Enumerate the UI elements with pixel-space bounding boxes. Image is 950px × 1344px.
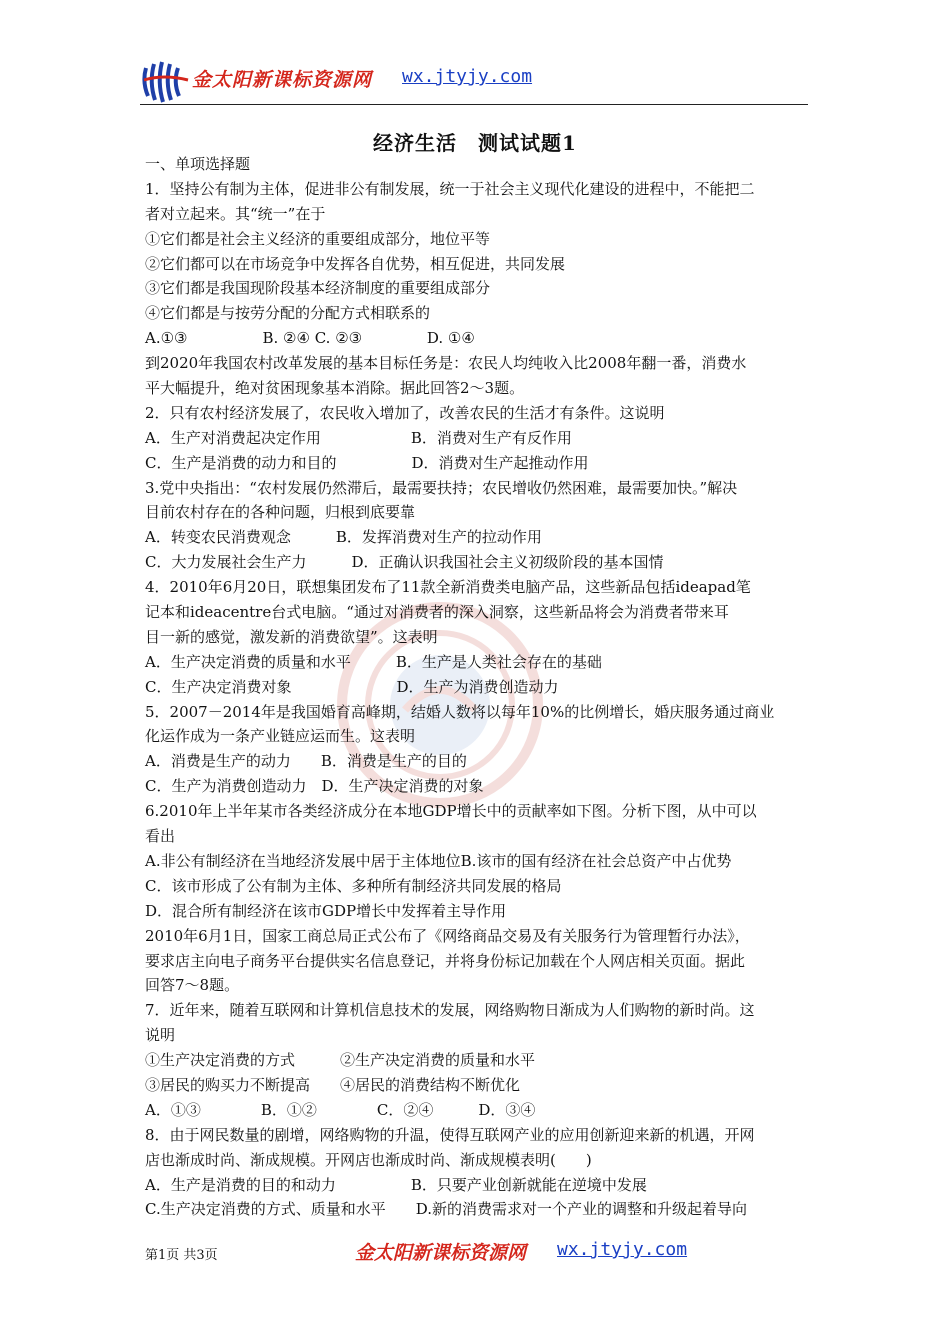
answer-options: A．消费是生产的动力 B．消费是生产的目的: [145, 752, 467, 771]
text-line: ③居民的购买力不断提高 ④居民的消费结构不断优化: [145, 1075, 521, 1094]
answer-options: A．转变农民消费观念 B．发挥消费对生产的拉动作用: [145, 528, 542, 547]
answer-options: C．大力发展社会生产力 D．正确认识我国社会主义初级阶段的基本国情: [145, 553, 664, 572]
question-body: [145, 152, 813, 1222]
answer-options: A．生产决定消费的质量和水平 B．生产是人类社会存在的基础: [145, 652, 602, 671]
answer-options: A．生产是消费的目的和动力 B．只要产业创新就能在逆境中发展: [145, 1175, 647, 1194]
answer-options: A．①③ B．①② C．②④ D．③④: [145, 1100, 536, 1119]
text-line: ①它们都是社会主义经济的重要组成部分，地位平等: [145, 229, 491, 248]
text-line: 看出: [145, 827, 176, 846]
text-line: 化运作成为一条产业链应运而生。这表明: [145, 727, 416, 746]
text-line: 2010年6月1日，国家工商总局正式公布了《网络商品交易及有关服务行为管理暂行办法》，: [145, 926, 750, 945]
text-line: 者对立起来。其“统一”在于: [145, 204, 326, 223]
text-line: 到2020年我国农村改革发展的基本目标任务是：农民人均纯收入比2008年翻一番，消费水: [145, 354, 747, 373]
page-title: 经济生活 测试试题1: [373, 131, 577, 155]
text-line: 4．2010年6月20日，联想集团发布了11款全新消费类电脑产品，这些新品包括ideapad笔: [145, 578, 751, 597]
answer-options: D．混合所有制经济在该市GDP增长中发挥着主导作用: [145, 901, 507, 920]
text-line: 说明: [145, 1026, 176, 1045]
text-line: 1．坚持公有制为主体，促进非公有制发展，统一于社会主义现代化建设的进程中，不能把二: [145, 179, 755, 198]
text-line: ①生产决定消费的方式 ②生产决定消费的质量和水平: [145, 1051, 536, 1070]
text-line: 7．近年来，随着互联网和计算机信息技术的发展，网络购物日渐成为人们购物的新时尚。这: [145, 1001, 755, 1020]
answer-options: C．生产决定消费对象 D．生产为消费创造动力: [145, 677, 559, 696]
page-footer: [145, 1236, 813, 1266]
footer-brand: 金太阳新课标资源网: [355, 1242, 527, 1264]
answer-options: A.非公有制经济在当地经济发展中居于主体地位B.该市的国有经济在社会总资产中占优势: [145, 851, 732, 870]
header-divider: [140, 104, 808, 105]
header-site-link[interactable]: wx.jtyjy.com: [402, 66, 533, 87]
text-line: 5．2007－2014年是我国婚育高峰期，结婚人数将以每年10%的比例增长，婚庆服务通过商业: [145, 702, 775, 721]
answer-options: A．生产对消费起决定作用 B．消费对生产有反作用: [145, 428, 572, 447]
answer-options: C．生产是消费的动力和目的 D．消费对生产起推动作用: [145, 453, 589, 472]
text-line: 6.2010年上半年某市各类经济成分在本地GDP增长中的贡献率如下图。分析下图，从中可以: [145, 802, 757, 821]
text-line: 记本和ideacentre台式电脑。“通过对消费者的深入洞察，这些新品将会为消费者带来耳: [145, 603, 729, 622]
text-line: ④它们都是与按劳分配的分配方式相联系的: [145, 304, 431, 323]
text-line: 8．由于网民数量的剧增，网络购物的升温，使得互联网产业的应用创新迎来新的机遇，开网: [145, 1125, 755, 1144]
text-line: 目一新的感觉，激发新的消费欲望”。这表明: [145, 627, 438, 646]
text-line: 平大幅提升，绝对贫困现象基本消除。据此回答2～3题。: [145, 379, 525, 398]
text-line: 回答7～8题。: [145, 976, 240, 995]
text-line: ③它们都是我国现阶段基本经济制度的重要组成部分: [145, 279, 491, 298]
answer-options: A.①③ B. ②④ C. ②③ D. ①④: [145, 329, 475, 348]
header-brand: 金太阳新课标资源网: [192, 69, 373, 91]
answer-options: C．生产为消费创造动力 D．生产决定消费的对象: [145, 777, 484, 796]
text-line: 目前农村存在的各种问题，归根到底要靠: [145, 503, 416, 522]
page-header: [140, 58, 808, 104]
text-line: 2．只有农村经济发展了，农民收入增加了，改善农民的生活才有条件。这说明: [145, 403, 665, 422]
footer-site-link[interactable]: wx.jtyjy.com: [557, 1239, 688, 1260]
text-line: 店也渐成时尚、渐成规模。开网店也渐成时尚、渐成规模表明( ): [145, 1150, 592, 1169]
text-line: 要求店主向电子商务平台提供实名信息登记，并将身份标记加载在个人网店相关页面。据此: [145, 951, 746, 970]
jtyjy-logo-icon: [140, 58, 192, 104]
text-line: ②它们都可以在市场竞争中发挥各自优势，相互促进，共同发展: [145, 254, 566, 273]
text-line: 3.党中央指出：“农村发展仍然滞后，最需要扶持；农民增收仍然困难，最需要加快。”解决: [145, 478, 738, 497]
answer-options: C．该市形成了公有制为主体、多种所有制经济共同发展的格局: [145, 876, 562, 895]
section-heading: 一、单项选择题: [145, 155, 251, 173]
answer-options: C.生产决定消费的方式、质量和水平 D.新的消费需求对一个产业的调整和升级起着导向: [145, 1200, 747, 1219]
page-number: 第1页 共3页: [145, 1248, 218, 1263]
